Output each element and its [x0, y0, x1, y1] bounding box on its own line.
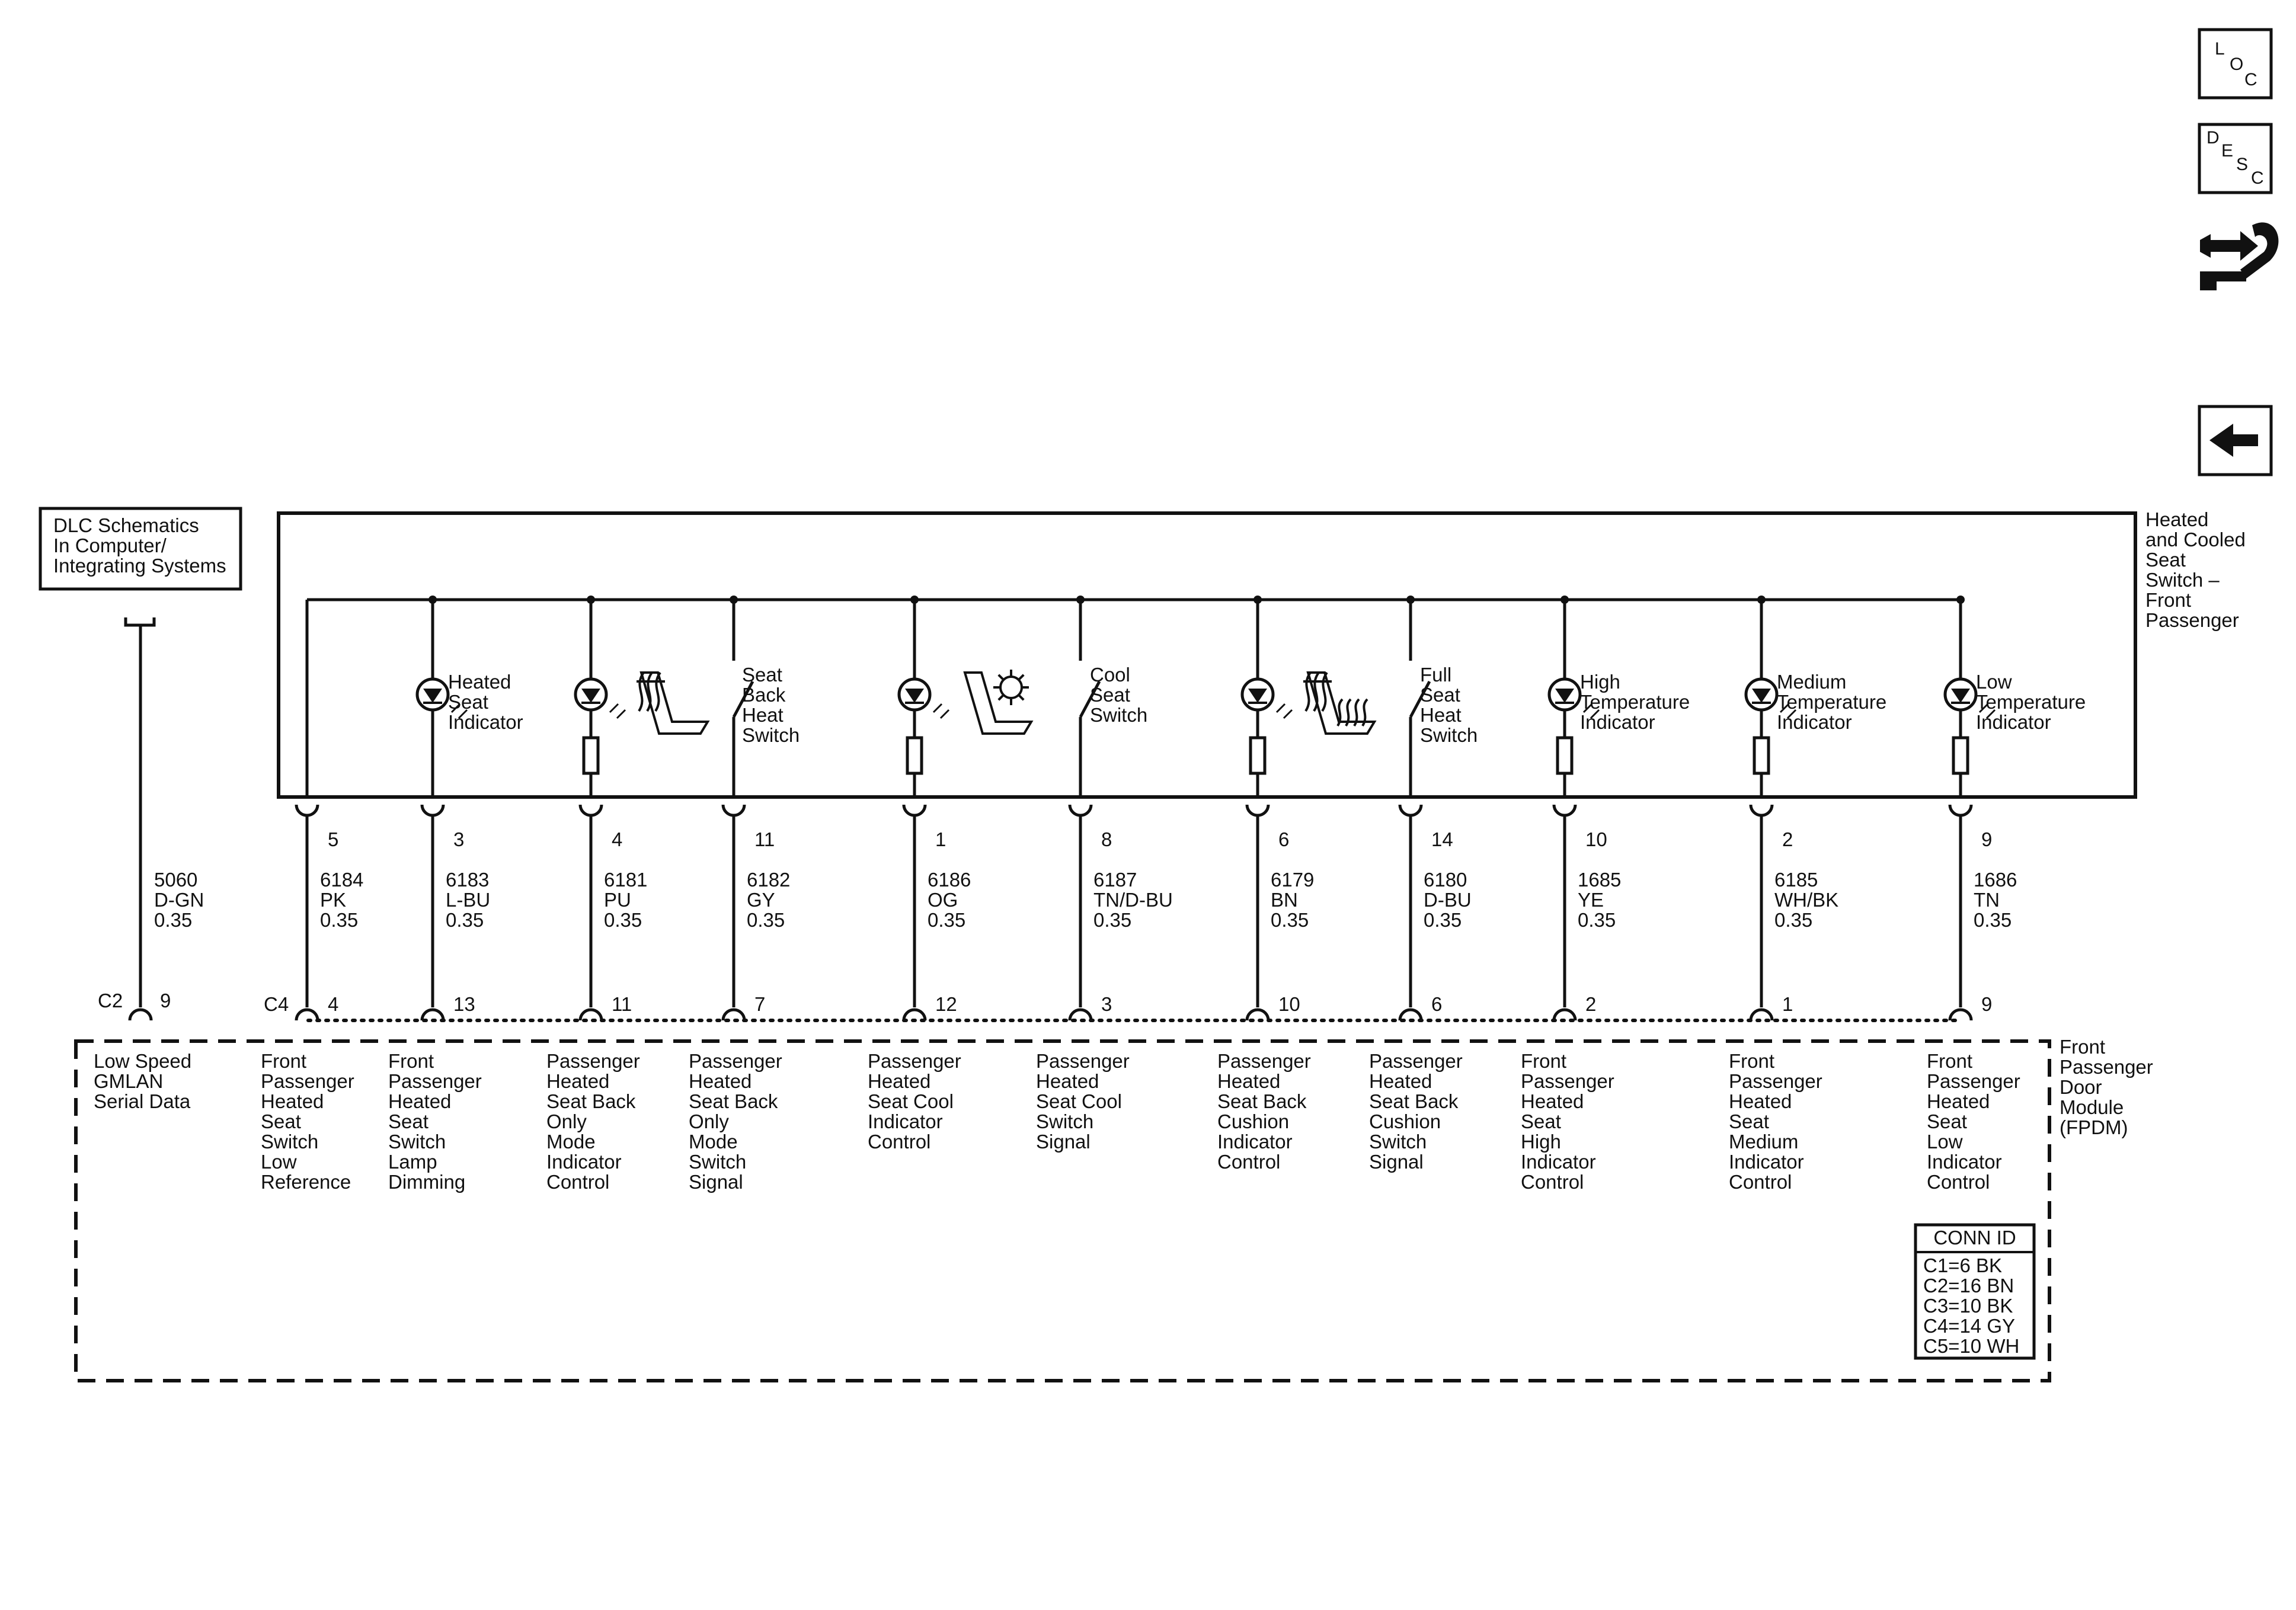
- back-arrow-button[interactable]: [2199, 406, 2271, 475]
- svg-text:Module: Module: [2060, 1096, 2124, 1118]
- conn-id-c3: C3=10 BK: [1923, 1295, 2013, 1317]
- wire-color: OG: [928, 889, 958, 911]
- light-emission-icon: [1277, 704, 1292, 718]
- module-function-label-line: Indicator: [1729, 1151, 1804, 1173]
- module-function-label-line: Front: [388, 1050, 434, 1072]
- component-label-line: Heat: [1420, 704, 1462, 726]
- loc-button[interactable]: [2199, 30, 2271, 98]
- module-function-label-line: Passenger: [261, 1070, 354, 1092]
- module-pin-number: 12: [935, 993, 957, 1015]
- module-function-label-line: Passenger: [1521, 1070, 1614, 1092]
- module-function-label-line: Heated: [546, 1070, 610, 1092]
- component-label-line: Temperature: [1976, 691, 2086, 713]
- module-function-label-line: Passenger: [1927, 1070, 2020, 1092]
- module-function-label-line: Control: [1729, 1171, 1792, 1193]
- wire-gauge: 0.35: [604, 909, 642, 931]
- module-function-label-line: Control: [1927, 1171, 1990, 1193]
- module-function-label-line: Switch: [1036, 1110, 1094, 1132]
- wire-color: D-BU: [1424, 889, 1472, 911]
- module-function-label-line: Heated: [1036, 1070, 1099, 1092]
- conn-id-box: [1916, 1225, 2034, 1358]
- svg-text:Front: Front: [2145, 589, 2192, 611]
- module-function-label-line: Seat: [1521, 1110, 1561, 1132]
- full-seat-heat-icon: [1303, 673, 1374, 734]
- component-label-line: Low: [1976, 671, 2012, 693]
- module-function-label-line: Control: [1521, 1171, 1584, 1193]
- module-pin-number: 11: [612, 993, 632, 1015]
- module-function-label-line: Front: [1521, 1050, 1567, 1072]
- component-label-line: Switch: [1420, 724, 1478, 746]
- wire-circuit-number: 6187: [1093, 869, 1137, 891]
- circuit-6182: [689, 596, 800, 1193]
- switch-pin-number: 11: [754, 828, 775, 850]
- circuit-6187: [1036, 596, 1173, 1153]
- circuit-6185: [1729, 596, 1886, 1193]
- dlc-wire-number: 5060: [154, 869, 198, 891]
- module-function-label-line: Mode: [689, 1131, 738, 1153]
- switch-pin-number: 14: [1431, 828, 1453, 850]
- switch-pin-number: 10: [1585, 828, 1607, 850]
- dlc-wire-gauge: 0.35: [154, 909, 193, 931]
- wire-gauge: 0.35: [320, 909, 359, 931]
- switch-pin-number: 5: [328, 828, 339, 850]
- module-function-label-line: Heated: [1521, 1090, 1584, 1112]
- wire-circuit-number: 6182: [747, 869, 791, 891]
- module-function-label-line: Low: [1927, 1131, 1963, 1153]
- svg-text:Heated: Heated: [2145, 508, 2209, 530]
- module-function-label-line: Low: [261, 1151, 297, 1173]
- circuit-6181: [546, 596, 708, 1193]
- connector-c2-pin: 9: [160, 990, 171, 1012]
- module-function-label-line: Control: [1217, 1151, 1281, 1173]
- dlc-schematics-box[interactable]: [40, 508, 241, 589]
- component-label-line: Indicator: [448, 711, 523, 733]
- component-label-line: Seat: [1420, 684, 1460, 706]
- switch-pin-number: 4: [612, 828, 623, 850]
- wire-color: PU: [604, 889, 631, 911]
- switch-pin-number: 8: [1101, 828, 1112, 850]
- connector-c4-label: C4: [264, 993, 289, 1015]
- wire-gauge: 0.35: [1271, 909, 1309, 931]
- component-label-line: Switch: [1090, 704, 1148, 726]
- wire-color: YE: [1578, 889, 1604, 911]
- module-pin-number: 1: [1782, 993, 1793, 1015]
- svg-text:Passenger: Passenger: [2060, 1056, 2153, 1078]
- module-function-label-line: Signal: [1369, 1151, 1424, 1173]
- module-function-label-line: Lamp: [388, 1151, 437, 1173]
- switch-pin-number: 2: [1782, 828, 1793, 850]
- loc-letter-o: O: [2230, 55, 2244, 74]
- module-function-label-line: Seat Cool: [1036, 1090, 1122, 1112]
- resistor-icon: [1558, 738, 1572, 773]
- module-function-label-line: Only: [546, 1110, 587, 1132]
- desc-letter-s: S: [2236, 155, 2249, 174]
- switch-title: [2145, 508, 2246, 631]
- module-function-label-line: Heated: [388, 1090, 452, 1112]
- switch-pin-number: 9: [1981, 828, 1993, 850]
- circuit-6186: [868, 596, 1031, 1153]
- connector-repair-icon[interactable]: [2200, 222, 2278, 290]
- wire-color: BN: [1271, 889, 1298, 911]
- circuit-1685: [1521, 596, 1690, 1193]
- circuit-6179: [1217, 596, 1374, 1173]
- wire-gauge: 0.35: [1974, 909, 2012, 931]
- dlc-line-1: DLC Schematics: [53, 514, 199, 536]
- module-function-label-line: Heated: [261, 1090, 324, 1112]
- svg-text:Switch –: Switch –: [2145, 569, 2220, 591]
- desc-letter-e: E: [2221, 141, 2234, 161]
- module-function-label-line: Control: [546, 1171, 610, 1193]
- circuit-6180: [1369, 596, 1478, 1173]
- wire-circuit-number: 6184: [320, 869, 364, 891]
- component-label-line: Heated: [448, 671, 511, 693]
- svg-text:Passenger: Passenger: [2145, 609, 2239, 631]
- module-function-label-line: Indicator: [546, 1151, 622, 1173]
- component-label-line: Indicator: [1777, 711, 1852, 733]
- module-function-label-line: High: [1521, 1131, 1561, 1153]
- component-label-line: Cool: [1090, 664, 1130, 686]
- desc-letter-c: C: [2251, 168, 2264, 188]
- wire-gauge: 0.35: [1424, 909, 1462, 931]
- module-function-label-line: Passenger: [1369, 1050, 1463, 1072]
- module-function-label-line: Cushion: [1217, 1110, 1290, 1132]
- module-function-label-line: Heated: [1729, 1090, 1792, 1112]
- module-function-label-line: Switch: [261, 1131, 319, 1153]
- svg-text:Low Speed: Low Speed: [94, 1050, 192, 1072]
- module-function-label-line: Front: [261, 1050, 307, 1072]
- module-pin-number: 10: [1278, 993, 1300, 1015]
- module-function-label-line: Reference: [261, 1171, 351, 1193]
- wire-color: TN: [1974, 889, 2000, 911]
- module-function-label-line: Seat: [1729, 1110, 1769, 1132]
- loc-letter-l: L: [2215, 39, 2225, 59]
- wire-gauge: 0.35: [1093, 909, 1132, 931]
- module-title: [2060, 1036, 2153, 1138]
- module-function-label-line: Seat Back: [689, 1090, 778, 1112]
- module-function-label-line: Passenger: [388, 1070, 482, 1092]
- svg-text:Front: Front: [2060, 1036, 2106, 1058]
- module-function-label-line: Heated: [1927, 1090, 1990, 1112]
- module-function-label-line: Medium: [1729, 1131, 1799, 1153]
- resistor-icon: [907, 738, 922, 773]
- wire-circuit-number: 1685: [1578, 869, 1622, 891]
- module-function-label-line: Signal: [689, 1171, 743, 1193]
- wire-color: TN/D-BU: [1093, 889, 1173, 911]
- module-function-label-line: Heated: [1217, 1070, 1281, 1092]
- module-function-label-line: Seat Back: [546, 1090, 636, 1112]
- switch-pin-number: 1: [935, 828, 946, 850]
- wire-gauge: 0.35: [446, 909, 484, 931]
- wire-circuit-number: 1686: [1974, 869, 2017, 891]
- module-pin-number: 7: [754, 993, 766, 1015]
- module-function-label-line: Front: [1927, 1050, 1973, 1072]
- module-function-label-line: Passenger: [1036, 1050, 1130, 1072]
- component-label-line: Full: [1420, 664, 1452, 686]
- dlc-wire-color: D-GN: [154, 889, 204, 911]
- module-pin-number: 2: [1585, 993, 1597, 1015]
- desc-letter-d: D: [2207, 128, 2220, 148]
- seat-switch-box: [279, 513, 2135, 797]
- svg-text:and Cooled: and Cooled: [2145, 529, 2246, 550]
- component-label-line: Indicator: [1580, 711, 1655, 733]
- wire-circuit-number: 6179: [1271, 869, 1315, 891]
- conn-id-c1: C1=6 BK: [1923, 1254, 2002, 1276]
- component-label-line: Back: [742, 684, 786, 706]
- desc-button[interactable]: [2199, 124, 2271, 193]
- resistor-icon: [1953, 738, 1968, 773]
- module-pin-number: 9: [1981, 993, 1993, 1015]
- light-emission-icon: [610, 704, 625, 718]
- module-function-label-line: Mode: [546, 1131, 596, 1153]
- module-function-label-line: Passenger: [868, 1050, 961, 1072]
- component-label-line: High: [1580, 671, 1620, 693]
- module-pin-number: 4: [328, 993, 339, 1015]
- conn-id-c2: C2=16 BN: [1923, 1275, 2014, 1297]
- module-pin-number: 6: [1431, 993, 1443, 1015]
- module-function-label-line: Passenger: [1729, 1070, 1822, 1092]
- seat-cool-icon: [965, 670, 1031, 734]
- module-function-label-line: Switch: [1369, 1131, 1427, 1153]
- svg-text:(FPDM): (FPDM): [2060, 1116, 2128, 1138]
- conn-id-header: CONN ID: [1933, 1227, 2016, 1249]
- component-label-line: Switch: [742, 724, 800, 746]
- module-function-label-line: Heated: [689, 1070, 752, 1092]
- wire-circuit-number: 6186: [928, 869, 971, 891]
- module-function-label-line: Passenger: [546, 1050, 640, 1072]
- module-function-label-line: Heated: [868, 1070, 931, 1092]
- wire-circuit-number: 6180: [1424, 869, 1467, 891]
- module-function-label-line: Cushion: [1369, 1110, 1441, 1132]
- seat-back-heat-icon: [637, 673, 708, 734]
- wire-color: WH/BK: [1774, 889, 1839, 911]
- wire-color: PK: [320, 889, 347, 911]
- module-function-label-line: Indicator: [1217, 1131, 1293, 1153]
- wire-circuit-number: 6185: [1774, 869, 1818, 891]
- module-function-label-line: Only: [689, 1110, 729, 1132]
- loc-letter-c: C: [2244, 70, 2257, 89]
- component-label-line: Seat: [1090, 684, 1130, 706]
- wire-color: L-BU: [446, 889, 491, 911]
- wire-circuit-number: 6183: [446, 869, 490, 891]
- wire-gauge: 0.35: [928, 909, 966, 931]
- module-pin-number: 3: [1101, 993, 1112, 1015]
- low-speed-gmlan-label: [94, 1050, 191, 1112]
- conn-id-c5: C5=10 WH: [1923, 1335, 2020, 1357]
- module-function-label-line: Indicator: [868, 1110, 943, 1132]
- module-function-label-line: Seat Back: [1369, 1090, 1459, 1112]
- module-function-label-line: Heated: [1369, 1070, 1432, 1092]
- connector-c2-label: C2: [98, 990, 123, 1012]
- module-function-label-line: Control: [868, 1131, 931, 1153]
- component-label-line: Seat: [448, 691, 488, 713]
- module-function-label-line: Passenger: [689, 1050, 782, 1072]
- module-function-label-line: Seat Cool: [868, 1090, 954, 1112]
- wire-gauge: 0.35: [1578, 909, 1616, 931]
- component-label-line: Seat: [742, 664, 782, 686]
- svg-text:Door: Door: [2060, 1076, 2102, 1098]
- component-label-line: Indicator: [1976, 711, 2051, 733]
- component-label-line: Heat: [742, 704, 784, 726]
- dlc-line-2: In Computer/: [53, 534, 167, 556]
- module-function-label-line: Switch: [388, 1131, 446, 1153]
- dlc-line-3: Integrating Systems: [53, 555, 226, 577]
- module-function-label-line: Indicator: [1927, 1151, 2002, 1173]
- resistor-icon: [1251, 738, 1265, 773]
- wire-circuit-number: 6181: [604, 869, 648, 891]
- module-function-label-line: Signal: [1036, 1131, 1091, 1153]
- switch-pin-number: 3: [453, 828, 465, 850]
- module-function-label-line: Seat: [388, 1110, 428, 1132]
- svg-text:Seat: Seat: [2145, 549, 2186, 571]
- light-emission-icon: [933, 704, 949, 718]
- circuit-6183: [388, 596, 523, 1193]
- module-function-label-line: Indicator: [1521, 1151, 1596, 1173]
- module-function-label-line: Seat: [261, 1110, 301, 1132]
- resistor-icon: [584, 738, 598, 773]
- wire-gauge: 0.35: [1774, 909, 1813, 931]
- module-function-label-line: Passenger: [1217, 1050, 1311, 1072]
- svg-text:GMLAN: GMLAN: [94, 1070, 164, 1092]
- wire-gauge: 0.35: [747, 909, 785, 931]
- component-label-line: Temperature: [1777, 691, 1887, 713]
- module-function-label-line: Front: [1729, 1050, 1775, 1072]
- svg-text:Serial Data: Serial Data: [94, 1090, 191, 1112]
- wire-color: GY: [747, 889, 775, 911]
- module-function-label-line: Seat: [1927, 1110, 1967, 1132]
- resistor-icon: [1754, 738, 1769, 773]
- module-function-label-line: Switch: [689, 1151, 747, 1173]
- module-function-label-line: Dimming: [388, 1171, 466, 1193]
- component-label-line: Medium: [1777, 671, 1847, 693]
- conn-id-c4: C4=14 GY: [1923, 1315, 2016, 1337]
- module-function-label-line: Seat Back: [1217, 1090, 1307, 1112]
- module-pin-number: 13: [453, 993, 475, 1015]
- circuit-6184: [261, 600, 363, 1193]
- component-label-line: Temperature: [1580, 691, 1690, 713]
- switch-pin-number: 6: [1278, 828, 1290, 850]
